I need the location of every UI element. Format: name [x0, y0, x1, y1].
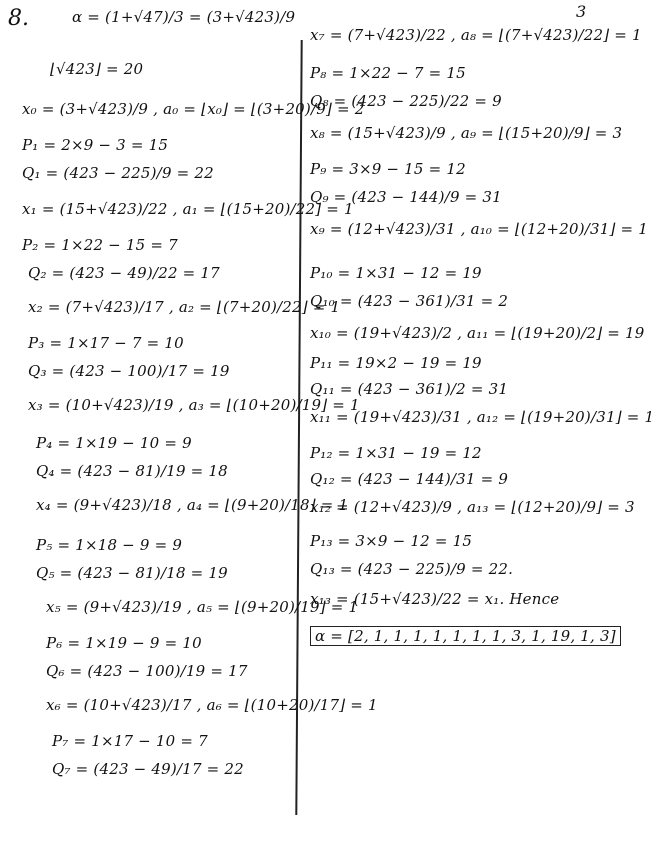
x11-line: x₁₁ = (19+√423)/31 , a₁₂ = ⌊(19+20)/31⌋ = 1 [310, 408, 654, 426]
p10-line: P₁₀ = 1×31 − 12 = 19 [310, 264, 482, 282]
p2-line: P₂ = 1×22 − 15 = 7 [22, 236, 178, 254]
q5-line: Q₅ = (423 − 81)/18 = 19 [36, 564, 228, 582]
x9-line: x₉ = (12+√423)/31 , a₁₀ = ⌊(12+20)/31⌋ = 1 [310, 220, 648, 238]
floor-sqrt-line: ⌊√423⌋ = 20 [50, 60, 144, 78]
x4-line: x₄ = (9+√423)/18 , a₄ = ⌊(9+20)/18⌋ = 1 [36, 496, 349, 514]
q10-line: Q₁₀ = (423 − 361)/31 = 2 [310, 292, 509, 310]
p13-line: P₁₃ = 3×9 − 12 = 15 [310, 532, 473, 550]
x12-line: x₁₂ = (12+√423)/9 , a₁₃ = ⌊(12+20)/9⌋ = 3 [310, 498, 635, 516]
x2-line: x₂ = (7+√423)/17 , a₂ = ⌊(7+20)/22⌋ = 1 [28, 298, 341, 316]
q7-line: Q₇ = (423 − 49)/17 = 22 [52, 760, 244, 778]
x7-line: x₇ = (7+√423)/22 , a₈ = ⌊(7+√423)/22⌋ = 1 [310, 26, 642, 44]
q9-line: Q₉ = (423 − 144)/9 = 31 [310, 188, 502, 206]
x6-line: x₆ = (10+√423)/17 , a₆ = ⌊(10+20)/17⌋ = 1 [46, 696, 378, 714]
p3-line: P₃ = 1×17 − 7 = 10 [28, 334, 184, 352]
p8-line: P₈ = 1×22 − 7 = 15 [310, 64, 466, 82]
q6-line: Q₆ = (423 − 100)/19 = 17 [46, 662, 248, 680]
alpha-definition: α = (1+√47)/3 = (3+√423)/9 [72, 8, 296, 26]
x3-line: x₃ = (10+√423)/19 , a₃ = ⌊(10+20)/19⌋ = 1 [28, 396, 360, 414]
x1-line: x₁ = (15+√423)/22 , a₁ = ⌊(15+20)/22⌋ = 1 [22, 200, 354, 218]
p9-line: P₉ = 3×9 − 15 = 12 [310, 160, 466, 178]
p5-line: P₅ = 1×18 − 9 = 9 [36, 536, 183, 554]
q13-line: Q₁₃ = (423 − 225)/9 = 22. [310, 560, 514, 578]
p11-line: P₁₁ = 19×2 − 19 = 19 [310, 354, 482, 372]
q4-line: Q₄ = (423 − 81)/19 = 18 [36, 462, 228, 480]
q8-line: Q₈ = (423 − 225)/22 = 9 [310, 92, 502, 110]
q12-line: Q₁₂ = (423 − 144)/31 = 9 [310, 470, 509, 488]
q2-line: Q₂ = (423 − 49)/22 = 17 [28, 264, 220, 282]
x8-line: x₈ = (15+√423)/9 , a₉ = ⌊(15+20)/9⌋ = 3 [310, 124, 623, 142]
x0-line: x₀ = (3+√423)/9 , a₀ = ⌊x₀⌋ = ⌊(3+20)/9⌋ = 2 [22, 100, 365, 118]
q11-line: Q₁₁ = (423 − 361)/2 = 31 [310, 380, 509, 398]
p7-line: P₇ = 1×17 − 10 = 7 [52, 732, 208, 750]
x10-line: x₁₀ = (19+√423)/2 , a₁₁ = ⌊(19+20)/2⌋ = 19 [310, 324, 645, 342]
page-number: 3 [576, 2, 587, 21]
p6-line: P₆ = 1×19 − 9 = 10 [46, 634, 202, 652]
p12-line: P₁₂ = 1×31 − 19 = 12 [310, 444, 482, 462]
p4-line: P₄ = 1×19 − 10 = 9 [36, 434, 192, 452]
continued-fraction-result: α = [2, 1, 1, 1, 1, 1, 1, 1, 3, 1, 19, 1, 3] [310, 626, 621, 646]
p1-line: P₁ = 2×9 − 3 = 15 [22, 136, 169, 154]
q1-line: Q₁ = (423 − 225)/9 = 22 [22, 164, 214, 182]
problem-number: 8. [8, 6, 29, 31]
x5-line: x₅ = (9+√423)/19 , a₅ = ⌊(9+20)/19⌋ = 1 [46, 598, 359, 616]
x13-line: x₁₃ = (15+√423)/22 = x₁. Hence [310, 590, 560, 608]
q3-line: Q₃ = (423 − 100)/17 = 19 [28, 362, 230, 380]
